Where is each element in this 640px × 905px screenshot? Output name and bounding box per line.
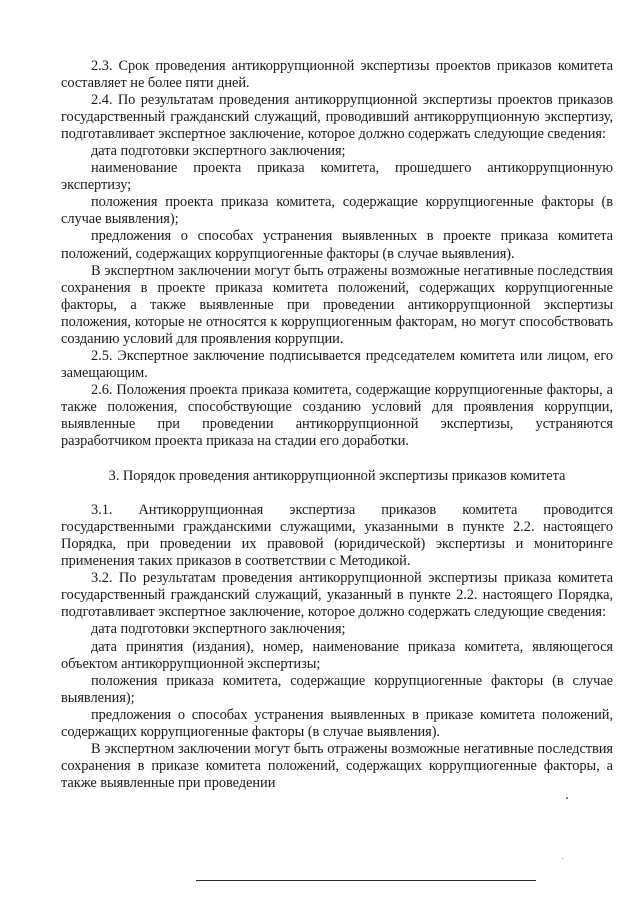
list-item-provisions: положения приказа комитета, содержащие коррупциогенные факторы (в случае выявления);: [61, 672, 613, 706]
list-item-proposals: предложения о способах устранения выявленных в приказе комитета положений, содержащих коррупциогенные факторы (в случае выявления).: [61, 706, 613, 740]
paragraph-2-5: 2.5. Экспертное заключение подписывается председателем комитета или лицом, его замещающим.: [61, 347, 613, 381]
page-bottom-rule: [196, 880, 536, 881]
section-3-body: [61, 502, 613, 792]
paragraph-consequences-cut: В экспертном заключении могут быть отражены возможные негативные последствия сохранения в приказе комитета положений, содержащих коррупциогенные факторы, а также выявленные при проведении: [61, 740, 613, 791]
scan-speck: [566, 797, 568, 799]
section-2-body: [61, 58, 613, 450]
paragraph-3-1: 3.1. Антикоррупционная экспертиза приказов комитета проводится государственными гражданскими служащими, указанными в пункте 2.2. настоящего Порядка, при проведении их правовой (юридической) экспертизы и мониторинге применения таких приказов в соответствии с Методикой.: [61, 502, 613, 570]
scan-speck: [562, 858, 563, 859]
list-item-date: дата подготовки экспертного заключения;: [91, 621, 346, 638]
document-page: [61, 58, 613, 792]
paragraph-2-6: 2.6. Положения проекта приказа комитета, содержащие коррупциогенные факторы, а также положения, способствующие созданию условий для проявления коррупции, выявленные при проведении антикоррупционной экспертизы, устраняются разработчиком проекта приказа на стадии его доработки.: [61, 381, 613, 450]
list-item-project-name: наименование проекта приказа комитета, прошедшего антикоррупционную экспертизу;: [61, 160, 613, 194]
paragraph-2-3: 2.3. Срок проведения антикоррупционной экспертизы проектов приказов комитета составляет не более пяти дней.: [61, 58, 613, 92]
section-3-heading: 3. Порядок проведения антикоррупционной экспертизы приказов комитета: [108, 468, 566, 485]
paragraph-consequences: В экспертном заключении могут быть отражены возможные негативные последствия сохранения в проекте приказа комитета положений, содержащих коррупциогенные факторы, а также выявленные при проведении антикоррупционной экспертизы положения, которые не относятся к коррупциогенным факторам, но могут способствовать созданию условий для проявления коррупции.: [61, 262, 613, 347]
list-item-proposals: предложения о способах устранения выявленных в проекте приказа комитета положений, содержащих коррупциогенные факторы (в случае выявления).: [61, 228, 613, 262]
list-item-order-details: дата принятия (издания), номер, наименование приказа комитета, являющегося объектом антикоррупционной экспертизы;: [61, 638, 613, 672]
paragraph-2-4: 2.4. По результатам проведения антикоррупционной экспертизы проектов приказов государственный гражданский служащий, проводивший антикоррупционную экспертизу, подготавливает экспертное заключение, которое должно содержать следующие сведения:: [61, 92, 613, 143]
paragraph-3-2: 3.2. По результатам проведения антикоррупционной экспертизы приказа комитета государственный гражданский служащий, указанный в пункте 2.2. настоящего Порядка, подготавливает экспертное заключение, которое должно содержать следующие сведения:: [61, 570, 613, 621]
list-item-date: дата подготовки экспертного заключения;: [91, 143, 346, 160]
list-item-provisions: положения проекта приказа комитета, содержащие коррупциогенные факторы (в случае выявления);: [61, 194, 613, 228]
